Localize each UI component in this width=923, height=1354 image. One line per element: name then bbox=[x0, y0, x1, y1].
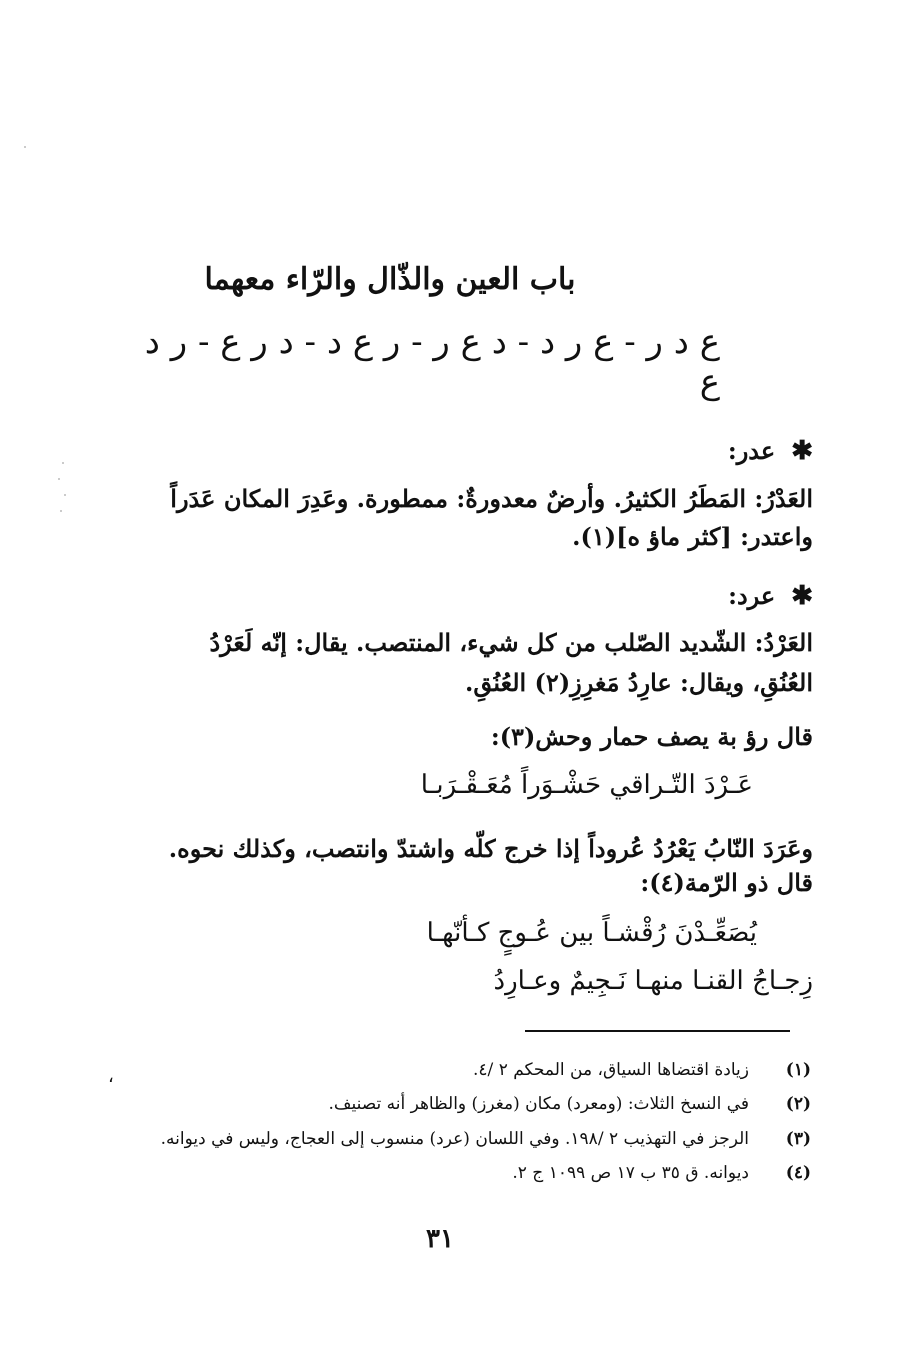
entry-heading-adr bbox=[728, 436, 813, 466]
scan-speck bbox=[64, 494, 66, 496]
verse-ruba: عَـرْدَ التّـراقي حَشْـوَراً مُعَـقْـرَبـا bbox=[420, 770, 753, 800]
footnote-number: (٣) bbox=[785, 1129, 811, 1149]
verse-dhu-rumma-1: يُصَعِّـدْنَ رُقْشـاً بين عُـوجٍ كـأنّهـا bbox=[426, 918, 757, 948]
entry-ard-line-2: العُنُقِ، ويقال: عارِدُ مَغرِزِ(٢) العُنُقِ. bbox=[465, 668, 813, 697]
scan-speck bbox=[58, 478, 60, 480]
footnote-2 bbox=[111, 1094, 811, 1114]
page-number: ٣١ bbox=[426, 1224, 454, 1254]
verse-intro-dhu-rumma: قال ذو الرّمة(٤): bbox=[640, 868, 813, 897]
scan-speck bbox=[24, 146, 26, 148]
entry-heading-text: عرد: bbox=[728, 581, 776, 610]
margin-mark: ، bbox=[108, 1066, 114, 1087]
footnote-number: (٢) bbox=[785, 1094, 811, 1114]
chapter-title: باب العين والذّال والرّاء معهما bbox=[204, 262, 576, 297]
footnote-number: (٤) bbox=[785, 1163, 811, 1183]
verse-intro-ruba: قال رؤ بة يصف حمار وحش(٣): bbox=[490, 722, 813, 751]
entry-ard-line-3: وعَرَدَ النّابُ يَعْرُدُ عُروداً إذا خرج كلّه واشتدّ وانتصب، وكذلك نحوه. bbox=[168, 834, 813, 863]
root-permutations: ع د ر - ع ر د - د ع ر - ر ع د - د ر ع - ر د ع bbox=[144, 322, 720, 402]
asterisk-icon: ✱ bbox=[791, 436, 813, 466]
scan-speck bbox=[60, 510, 62, 512]
scan-speck bbox=[62, 462, 64, 464]
footnote-separator bbox=[525, 1030, 790, 1032]
footnote-text: زيادة اقتضاها السياق، من المحكم ٢ /٤. bbox=[473, 1060, 749, 1080]
entry-adr-line-1: العَدْرُ: المَطَرُ الكثيرُ. وأرضٌ معدورةٌ: ممطورة. وعَدِرَ المكان عَدَراً bbox=[170, 484, 813, 513]
entry-adr-line-2: واعتدر: [كثر ماؤ ه](١). bbox=[572, 522, 813, 551]
entry-ard-line-1: العَرْدُ: الشّديد الصّلب من كل شيء، المنتصب. يقال: إنّه لَعَرْدُ bbox=[209, 628, 813, 657]
footnote-number: (١) bbox=[785, 1060, 811, 1080]
footnote-text: الرجز في التهذيب ٢ /١٩٨. وفي اللسان (عرد) منسوب إلى العجاج، وليس في ديوانه. bbox=[160, 1129, 749, 1149]
footnote-3 bbox=[111, 1129, 811, 1149]
footnote-4 bbox=[111, 1163, 811, 1183]
verse-dhu-rumma-2: زِجـاجُ القنـا منهـا نَـجِيمٌ وعـارِدُ bbox=[493, 966, 813, 996]
entry-heading-ard bbox=[728, 581, 813, 611]
footnote-text: ديوانه. ق ٣٥ ب ١٧ ص ١٠٩٩ ج ٢. bbox=[512, 1163, 749, 1183]
footnote-text: في النسخ الثلاث: (ومعرد) مكان (مغرز) والظاهر أنه تصنيف. bbox=[328, 1094, 749, 1114]
asterisk-icon: ✱ bbox=[791, 581, 813, 611]
entry-heading-text: عدر: bbox=[727, 436, 776, 465]
footnote-1 bbox=[111, 1060, 811, 1080]
